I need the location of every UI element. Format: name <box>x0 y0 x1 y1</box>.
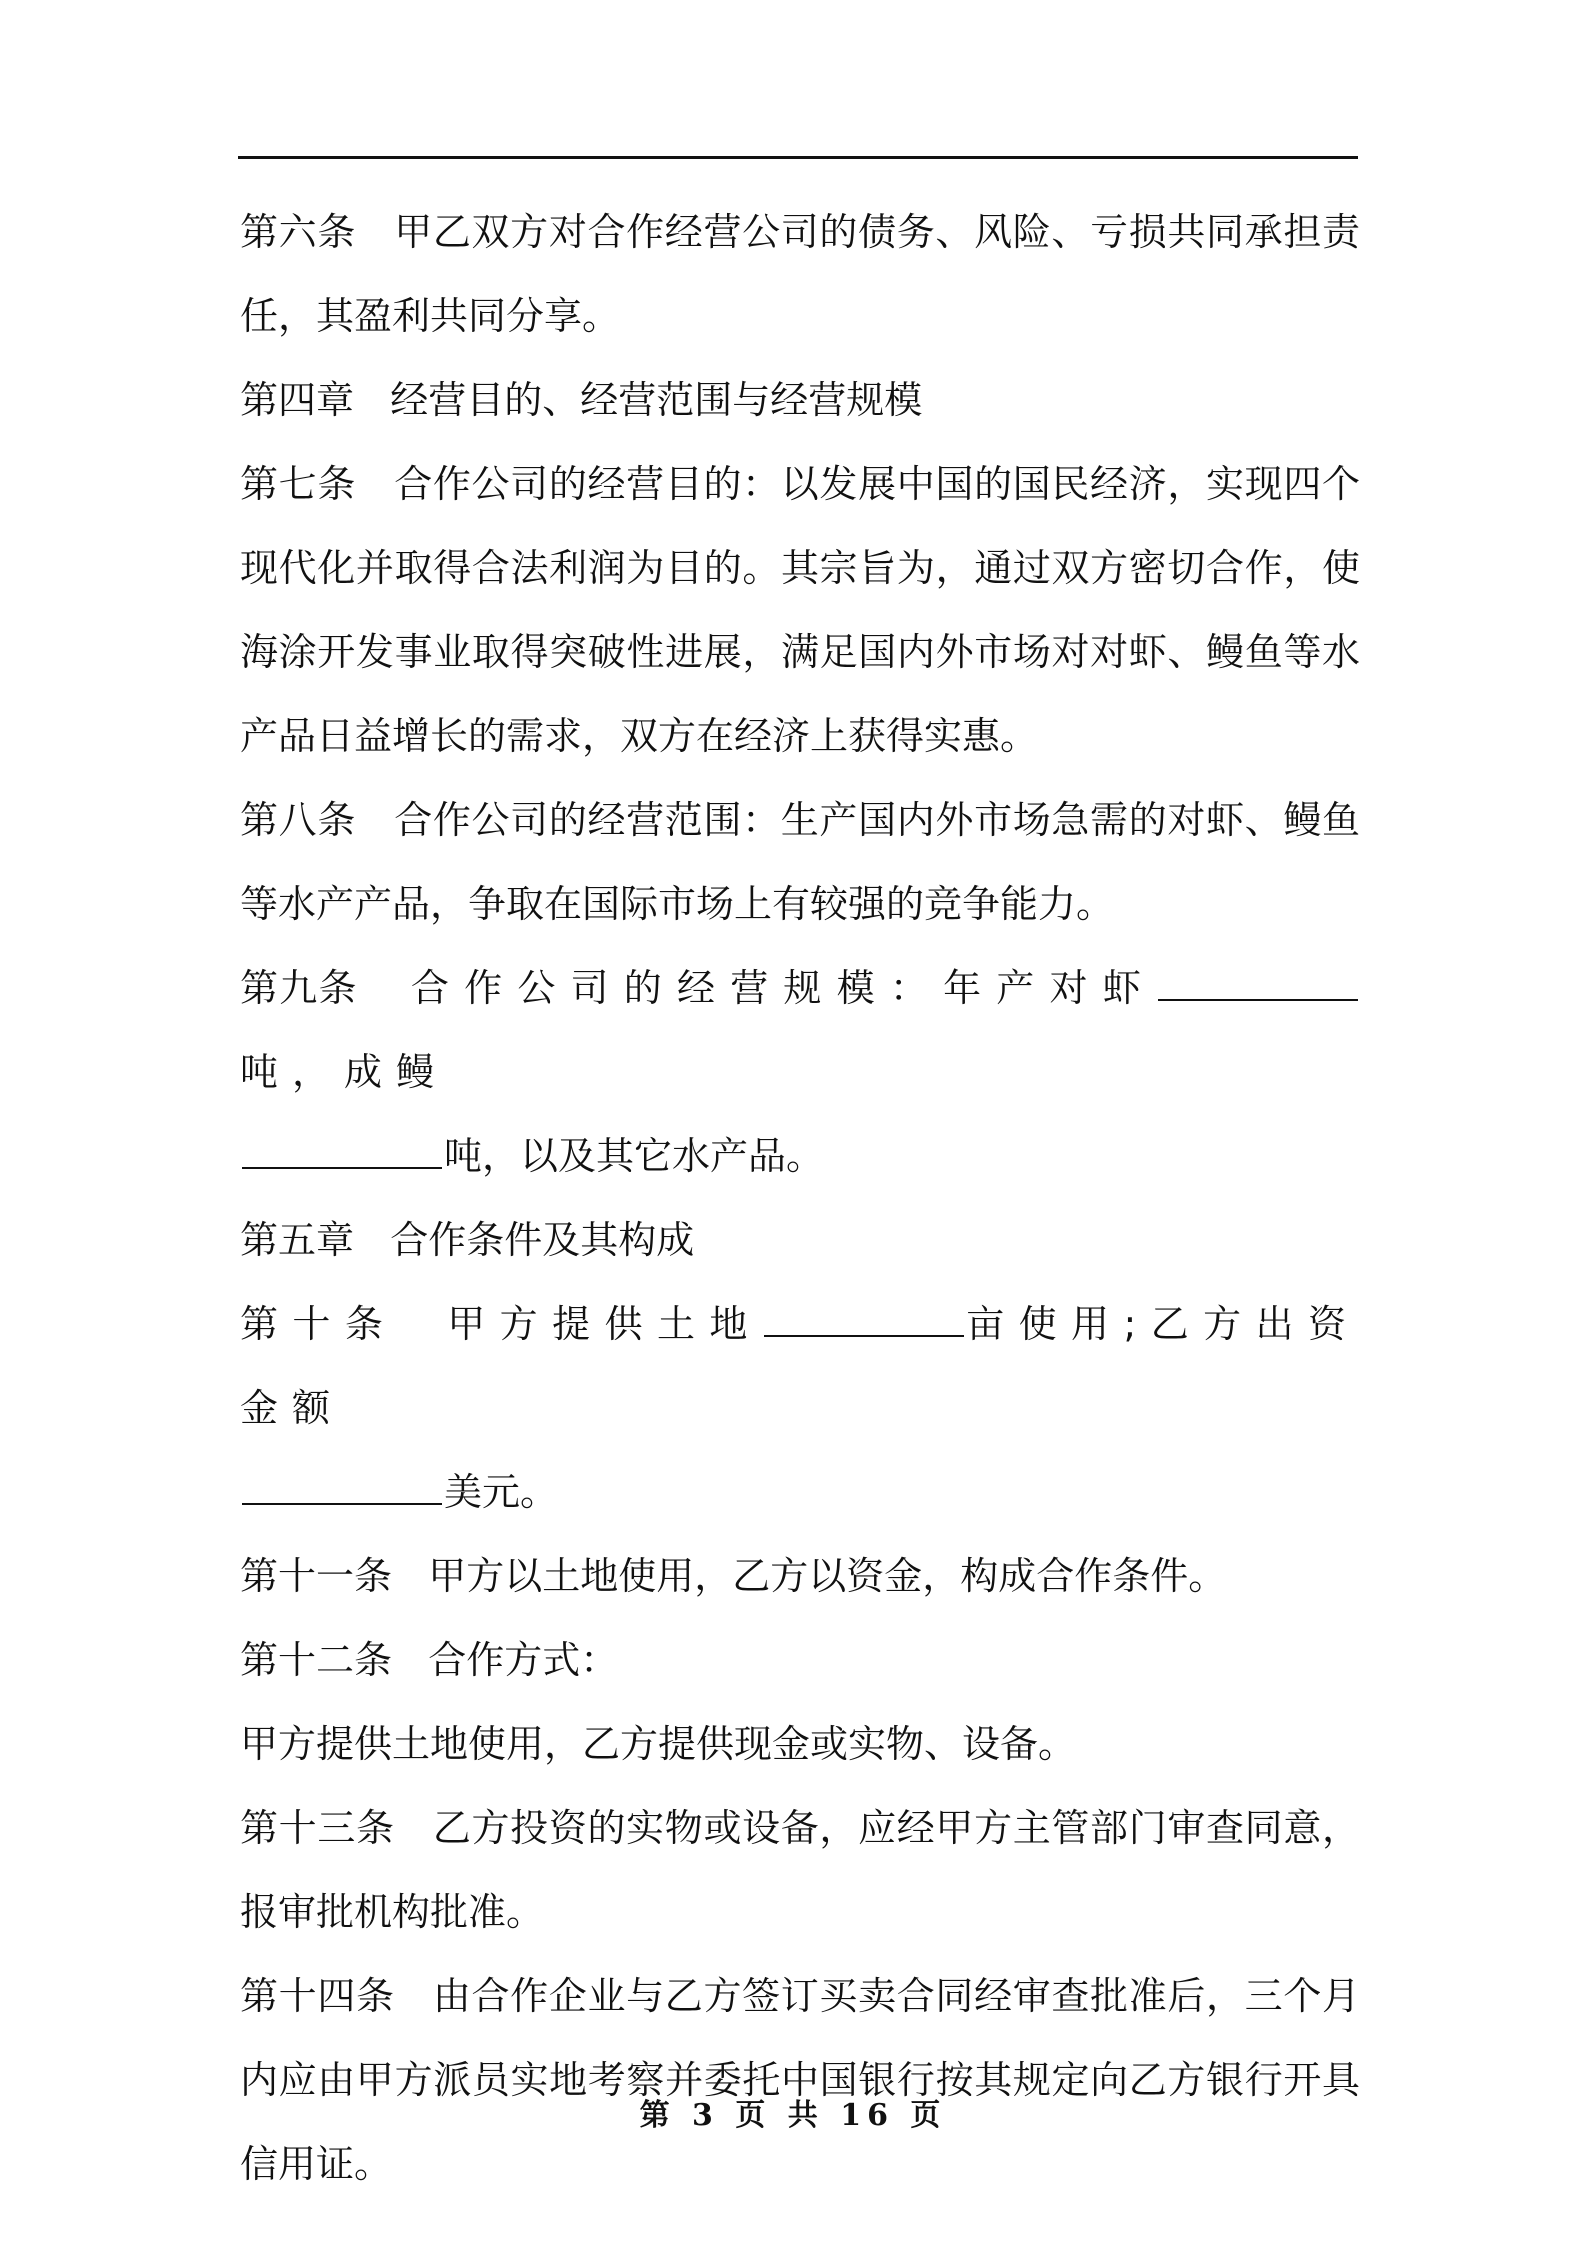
article-text: 乙方投资的实物或设备，应经甲方主管部门审查同意，报审批机构批准。 <box>240 1806 1360 1934</box>
article-14 <box>240 1954 1360 2206</box>
article-label: 第十条 <box>240 1302 398 1346</box>
article-label: 第九条 <box>240 966 358 1010</box>
article-text: 甲方以土地使用，乙方以资金，构成合作条件。 <box>428 1554 1227 1598</box>
article-7 <box>240 442 1360 778</box>
article-text: 吨，成鳗 <box>240 1050 449 1094</box>
article-text: 由合作企业与乙方签订买卖合同经审查批准后，三个月内应由甲方派员实地考察并委托中国银行按其规定向乙方银行开具信用证。 <box>240 1974 1360 2186</box>
article-text: 甲方提供土地使用，乙方提供现金或实物、设备。 <box>240 1722 1077 1766</box>
article-label: 第六条 <box>240 210 356 254</box>
article-8 <box>240 778 1360 946</box>
article-label: 第十四条 <box>240 1974 395 2018</box>
document-body <box>240 190 1360 2206</box>
article-13 <box>240 1786 1360 1954</box>
chapter-4 <box>240 358 1360 442</box>
chapter-label: 第四章 <box>240 378 355 422</box>
fill-in-blank <box>242 1133 442 1169</box>
article-text: 吨，以及其它水产品。 <box>444 1134 825 1178</box>
article-12-detail <box>240 1702 1360 1786</box>
article-text: 合作方式： <box>428 1638 619 1682</box>
article-label: 第十二条 <box>240 1638 393 1682</box>
chapter-5 <box>240 1198 1360 1282</box>
article-text: 合作公司的经营目的：以发展中国的国民经济，实现四个现代化并取得合法利润为目的。其宗旨为，通过双方密切合作，使海涂开发事业取得突破性进展，满足国内外市场对对虾、鳗鱼等水产品日益增长的需求，双方在经济上获得实惠。 <box>240 462 1360 758</box>
fill-in-blank <box>242 1469 442 1505</box>
page-number: 第 3 页 共 16 页 <box>639 2098 947 2133</box>
fill-in-blank <box>1158 965 1358 1001</box>
article-label: 第七条 <box>240 462 356 506</box>
article-label: 第十三条 <box>240 1806 395 1850</box>
article-11 <box>240 1534 1360 1618</box>
chapter-label: 第五章 <box>240 1218 355 1262</box>
fill-in-blank <box>764 1301 964 1337</box>
article-text: 甲方提供土地 <box>447 1302 762 1346</box>
article-label: 第八条 <box>240 798 356 842</box>
chapter-title: 合作条件及其构成 <box>390 1218 695 1262</box>
chapter-title: 经营目的、经营范围与经营规模 <box>390 378 923 422</box>
article-10 <box>240 1282 1360 1534</box>
article-text: 美元。 <box>444 1470 559 1514</box>
article-9 <box>240 946 1360 1198</box>
article-text: 合作公司的经营规模：年产对虾 <box>410 966 1156 1010</box>
article-6 <box>240 190 1360 358</box>
article-12 <box>240 1618 1360 1702</box>
article-text: 亩使用;乙方出资金额 <box>240 1302 1360 1430</box>
article-label: 第十一条 <box>240 1554 393 1598</box>
article-text: 合作公司的经营范围：生产国内外市场急需的对虾、鳗鱼等水产产品，争取在国际市场上有较强的竞争能力。 <box>240 798 1360 926</box>
article-text: 甲乙双方对合作经营公司的债务、风险、亏损共同承担责任，其盈利共同分享。 <box>240 210 1360 338</box>
header-rule <box>238 156 1358 159</box>
